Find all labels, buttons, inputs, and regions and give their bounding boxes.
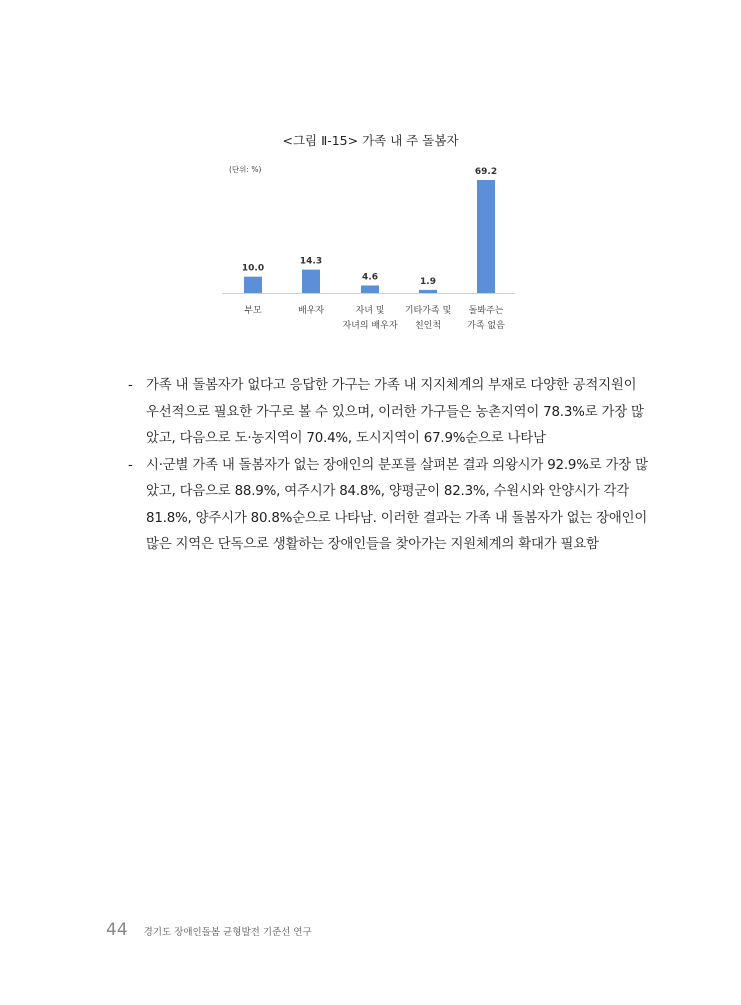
page-footer [106, 920, 312, 940]
bullet-item [128, 373, 648, 453]
bar [477, 180, 495, 293]
bullet-text: 시·군별 가족 내 돌봄자가 없는 장애인의 분포를 살펴본 결과 의왕시가 92.9%로 가장 많았고, 다음으로 88.9%, 여주시가 84.8%, 양평군이 82.3%, 수원시와 안양시가 각각 81.8%, 양주시가 80.8%순으로 나타남. 이러한 결과는 가족 내 돌봄자가 없는 장애인이 많은 지역은 단독으로 생활하는 장애인들을 찾아가는 지원체계의 확대가 필요함 [146, 457, 648, 552]
unit-note: (단위: %) [229, 165, 262, 174]
body-text [128, 373, 648, 559]
bullet-item [128, 453, 648, 559]
data-label: 14.3 [299, 256, 323, 267]
figure-title: <그림 Ⅱ-15> 가족 내 주 돌봄자 [282, 133, 459, 148]
category-label: 가족 없음 [467, 321, 505, 331]
bar [361, 285, 379, 293]
bar [419, 290, 437, 293]
bullet-dash: - [128, 378, 133, 393]
document-title: 경기도 장애인돌봄 균형발전 기준선 연구 [143, 927, 312, 938]
bar [302, 270, 320, 293]
bar [244, 277, 262, 293]
bullet-dash: - [128, 457, 133, 473]
category-label: 친인척 [414, 321, 442, 331]
data-label: 10.0 [241, 263, 265, 274]
data-label: 1.9 [420, 276, 436, 287]
page-number: 44 [106, 920, 128, 940]
category-label: 부모 [244, 306, 262, 316]
category-label: 자녀의 배우자 [342, 321, 398, 331]
category-label: 돌봐주는 [468, 306, 504, 316]
data-label: 4.6 [362, 272, 378, 283]
bullet-text: 가족 내 돌봄자가 없다고 응답한 가구는 가족 내 지지체계의 부재로 다양한 공적지원이 우선적으로 필요한 가구로 볼 수 있으며, 이러한 가구들은 농촌지역이 78.3%로 가장 많았고, 다음으로 도·농지역이 70.4%, 도시지역이 67.9%순으로 나타남 [146, 378, 644, 446]
bar-chart [0, 0, 741, 345]
category-label: 배우자 [297, 306, 325, 316]
category-label: 자녀 및 [355, 306, 385, 316]
category-label: 기타가족 및 [404, 306, 452, 316]
data-label: 69.2 [474, 167, 498, 177]
